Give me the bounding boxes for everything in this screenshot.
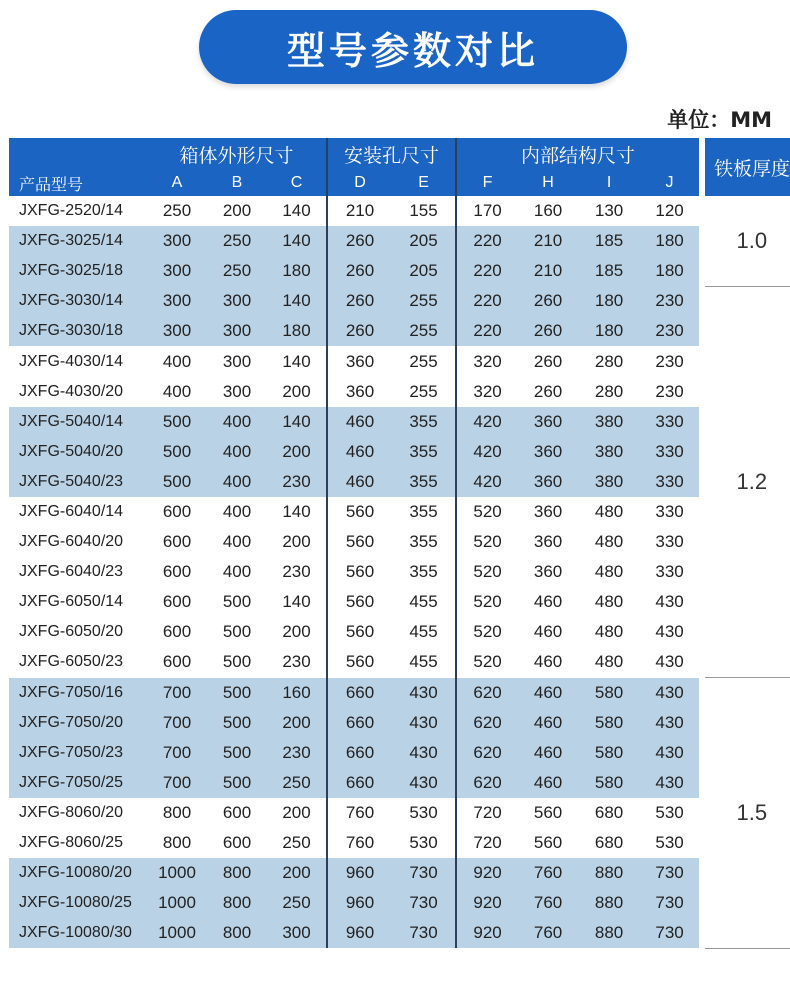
value-cell: 730 xyxy=(392,918,456,948)
thickness-cell: 1.2 xyxy=(702,286,790,677)
model-cell: JXFG-5040/14 xyxy=(9,407,147,437)
table-row xyxy=(9,678,790,708)
value-cell: 730 xyxy=(392,858,456,888)
table-row xyxy=(9,497,790,527)
value-cell: 220 xyxy=(456,256,518,286)
model-cell: JXFG-6040/23 xyxy=(19,563,124,581)
value-cell: 520 xyxy=(473,592,502,612)
value-cell: 580 xyxy=(578,678,640,708)
value-cell: 700 xyxy=(147,768,207,798)
value-cell: 400 xyxy=(222,532,252,552)
value-cell: 460 xyxy=(327,437,392,467)
value-cell: 330 xyxy=(640,407,702,437)
value-cell: 760 xyxy=(518,858,578,888)
value-cell: 320 xyxy=(473,351,502,371)
value-cell: 760 xyxy=(345,833,375,853)
table-row xyxy=(9,346,790,376)
value-cell: 250 xyxy=(267,888,327,918)
model-cell: JXFG-7050/23 xyxy=(9,738,147,768)
value-cell: 720 xyxy=(473,802,502,822)
table-row xyxy=(9,918,790,948)
header-col: C xyxy=(267,170,327,196)
value-cell: 500 xyxy=(222,622,252,642)
value-cell: 430 xyxy=(392,708,456,738)
value-cell: 200 xyxy=(267,798,327,828)
value-cell: 430 xyxy=(655,652,684,672)
header-col: E xyxy=(392,170,456,196)
value-cell: 140 xyxy=(267,286,327,316)
model-cell: JXFG-2520/14 xyxy=(19,202,124,220)
value-cell: 355 xyxy=(392,497,456,527)
model-cell: JXFG-6050/20 xyxy=(19,623,124,641)
value-cell: 660 xyxy=(327,708,392,738)
model-cell: JXFG-10080/20 xyxy=(9,858,147,888)
value-cell: 140 xyxy=(267,196,327,226)
model-cell: JXFG-3030/14 xyxy=(9,286,147,316)
value-cell: 530 xyxy=(392,798,456,828)
value-cell: 960 xyxy=(327,888,392,918)
table-row xyxy=(9,286,790,316)
value-cell: 180 xyxy=(267,256,327,286)
value-cell: 230 xyxy=(640,286,702,316)
value-cell: 580 xyxy=(578,738,640,768)
value-cell: 205 xyxy=(392,256,456,286)
value-cell: 600 xyxy=(222,833,252,853)
value-cell: 255 xyxy=(392,316,456,346)
model-cell: JXFG-5040/23 xyxy=(9,467,147,497)
value-cell: 600 xyxy=(162,592,192,612)
value-cell: 280 xyxy=(594,351,624,371)
value-cell: 230 xyxy=(640,316,702,346)
value-cell: 360 xyxy=(533,562,563,582)
value-cell: 620 xyxy=(456,738,518,768)
value-cell: 300 xyxy=(207,316,267,346)
value-cell: 460 xyxy=(533,652,563,672)
value-cell: 380 xyxy=(578,437,640,467)
value-cell: 230 xyxy=(267,647,327,677)
value-cell: 380 xyxy=(578,407,640,437)
header-col: J xyxy=(640,170,702,196)
model-cell: JXFG-7050/20 xyxy=(9,708,147,738)
value-cell: 230 xyxy=(267,557,327,587)
value-cell: 1000 xyxy=(147,858,207,888)
value-cell: 400 xyxy=(162,381,192,401)
model-cell: JXFG-4030/20 xyxy=(19,382,124,400)
value-cell: 800 xyxy=(162,833,192,853)
value-cell: 800 xyxy=(207,858,267,888)
table-row xyxy=(9,647,790,677)
table-row xyxy=(9,587,790,617)
model-cell: JXFG-10080/25 xyxy=(9,888,147,918)
value-cell: 360 xyxy=(533,501,563,521)
value-cell: 300 xyxy=(147,256,207,286)
value-cell: 180 xyxy=(640,256,702,286)
value-cell: 720 xyxy=(473,833,502,853)
value-cell: 460 xyxy=(327,467,392,497)
table-row xyxy=(9,527,790,557)
value-cell: 260 xyxy=(327,316,392,346)
value-cell: 460 xyxy=(518,678,578,708)
model-cell: JXFG-6050/23 xyxy=(19,653,124,671)
value-cell: 500 xyxy=(207,708,267,738)
model-cell: JXFG-4030/14 xyxy=(19,352,124,370)
value-cell: 230 xyxy=(267,738,327,768)
model-cell: JXFG-8060/20 xyxy=(19,803,124,821)
value-cell: 200 xyxy=(267,617,327,647)
table-row xyxy=(9,256,790,286)
value-cell: 230 xyxy=(267,467,327,497)
value-cell: 250 xyxy=(162,201,192,221)
value-cell: 730 xyxy=(640,918,702,948)
value-cell: 260 xyxy=(327,256,392,286)
value-cell: 280 xyxy=(594,381,624,401)
value-cell: 300 xyxy=(147,316,207,346)
value-cell: 255 xyxy=(392,346,456,376)
value-cell: 360 xyxy=(345,381,375,401)
value-cell: 760 xyxy=(518,888,578,918)
table-row xyxy=(9,798,790,828)
value-cell: 380 xyxy=(578,467,640,497)
value-cell: 800 xyxy=(207,888,267,918)
value-cell: 140 xyxy=(267,497,327,527)
value-cell: 250 xyxy=(207,226,267,256)
header-col: B xyxy=(207,170,267,196)
value-cell: 180 xyxy=(640,226,702,256)
value-cell: 730 xyxy=(392,888,456,918)
model-cell: JXFG-7050/16 xyxy=(9,678,147,708)
model-cell: JXFG-6040/14 xyxy=(19,502,124,520)
value-cell: 480 xyxy=(594,622,624,642)
value-cell: 920 xyxy=(456,858,518,888)
value-cell: 920 xyxy=(456,888,518,918)
model-cell: JXFG-3030/18 xyxy=(9,316,147,346)
value-cell: 455 xyxy=(392,617,456,647)
value-cell: 300 xyxy=(147,286,207,316)
value-cell: 420 xyxy=(456,467,518,497)
value-cell: 330 xyxy=(655,562,684,582)
value-cell: 155 xyxy=(392,196,456,226)
value-cell: 200 xyxy=(267,527,327,557)
value-cell: 420 xyxy=(456,437,518,467)
table-row xyxy=(9,407,790,437)
value-cell: 210 xyxy=(518,256,578,286)
value-cell: 170 xyxy=(473,201,502,221)
value-cell: 560 xyxy=(345,652,375,672)
value-cell: 360 xyxy=(518,467,578,497)
value-cell: 180 xyxy=(578,316,640,346)
value-cell: 960 xyxy=(327,858,392,888)
value-cell: 400 xyxy=(162,351,192,371)
value-cell: 560 xyxy=(345,562,375,582)
model-cell: JXFG-3025/14 xyxy=(9,226,147,256)
value-cell: 430 xyxy=(392,768,456,798)
header-col: I xyxy=(578,170,640,196)
table-row xyxy=(9,557,790,587)
value-cell: 260 xyxy=(518,316,578,346)
value-cell: 420 xyxy=(456,407,518,437)
table-row xyxy=(9,467,790,497)
header-model: 产品型号 xyxy=(9,170,147,196)
value-cell: 500 xyxy=(207,768,267,798)
value-cell: 560 xyxy=(533,802,563,822)
value-cell: 880 xyxy=(578,888,640,918)
value-cell: 580 xyxy=(578,708,640,738)
thickness-cell: 1.5 xyxy=(702,678,790,949)
value-cell: 520 xyxy=(473,652,502,672)
value-cell: 760 xyxy=(518,918,578,948)
value-cell: 260 xyxy=(518,286,578,316)
value-cell: 355 xyxy=(392,467,456,497)
value-cell: 255 xyxy=(392,377,456,407)
table-row xyxy=(9,828,790,858)
value-cell: 500 xyxy=(222,652,252,672)
table-row xyxy=(9,617,790,647)
value-cell: 500 xyxy=(147,467,207,497)
value-cell: 300 xyxy=(207,286,267,316)
value-cell: 600 xyxy=(162,652,192,672)
value-cell: 185 xyxy=(578,256,640,286)
header-col: H xyxy=(518,170,578,196)
value-cell: 460 xyxy=(518,708,578,738)
value-cell: 660 xyxy=(327,738,392,768)
value-cell: 580 xyxy=(578,768,640,798)
value-cell: 250 xyxy=(267,768,327,798)
value-cell: 400 xyxy=(222,562,252,582)
header-col: A xyxy=(147,170,207,196)
value-cell: 1000 xyxy=(147,918,207,948)
header-group-inner: 内部结构尺寸 xyxy=(456,138,702,170)
value-cell: 360 xyxy=(533,532,563,552)
value-cell: 320 xyxy=(473,381,502,401)
value-cell: 880 xyxy=(578,918,640,948)
value-cell: 130 xyxy=(594,201,624,221)
value-cell: 250 xyxy=(207,256,267,286)
value-cell: 300 xyxy=(222,351,252,371)
value-cell: 180 xyxy=(267,316,327,346)
value-cell: 430 xyxy=(392,738,456,768)
value-cell: 480 xyxy=(594,592,624,612)
value-cell: 520 xyxy=(473,532,502,552)
value-cell: 620 xyxy=(456,768,518,798)
table-row xyxy=(9,226,790,256)
value-cell: 140 xyxy=(267,587,327,617)
value-cell: 620 xyxy=(456,708,518,738)
page-title: 型号参数对比 xyxy=(199,10,627,84)
value-cell: 660 xyxy=(327,768,392,798)
value-cell: 200 xyxy=(267,708,327,738)
value-cell: 140 xyxy=(267,226,327,256)
value-cell: 260 xyxy=(533,351,563,371)
value-cell: 700 xyxy=(147,708,207,738)
value-cell: 255 xyxy=(392,286,456,316)
value-cell: 600 xyxy=(162,532,192,552)
value-cell: 330 xyxy=(640,437,702,467)
value-cell: 250 xyxy=(267,828,327,858)
value-cell: 760 xyxy=(345,802,375,822)
value-cell: 200 xyxy=(267,377,327,407)
value-cell: 455 xyxy=(392,587,456,617)
value-cell: 530 xyxy=(655,802,684,822)
model-cell: JXFG-6040/20 xyxy=(19,533,124,551)
value-cell: 500 xyxy=(147,407,207,437)
value-cell: 500 xyxy=(207,678,267,708)
header-model-spacer xyxy=(9,138,147,170)
value-cell: 140 xyxy=(267,407,327,437)
value-cell: 230 xyxy=(655,381,684,401)
table-row xyxy=(9,858,790,888)
value-cell: 360 xyxy=(518,407,578,437)
table-row xyxy=(9,196,790,226)
value-cell: 500 xyxy=(147,437,207,467)
value-cell: 430 xyxy=(640,708,702,738)
value-cell: 185 xyxy=(578,226,640,256)
value-cell: 210 xyxy=(518,226,578,256)
value-cell: 400 xyxy=(222,501,252,521)
value-cell: 200 xyxy=(222,201,252,221)
value-cell: 430 xyxy=(640,678,702,708)
value-cell: 460 xyxy=(327,407,392,437)
table-row xyxy=(9,768,790,798)
header-col: F xyxy=(456,170,518,196)
header-group-outer: 箱体外形尺寸 xyxy=(147,138,327,170)
value-cell: 500 xyxy=(207,738,267,768)
value-cell: 480 xyxy=(594,501,624,521)
value-cell: 300 xyxy=(267,918,327,948)
value-cell: 500 xyxy=(222,592,252,612)
value-cell: 300 xyxy=(147,226,207,256)
value-cell: 220 xyxy=(456,226,518,256)
value-cell: 730 xyxy=(640,858,702,888)
value-cell: 680 xyxy=(594,833,624,853)
value-cell: 200 xyxy=(267,437,327,467)
value-cell: 200 xyxy=(267,858,327,888)
table-row xyxy=(9,708,790,738)
value-cell: 160 xyxy=(267,678,327,708)
table-row xyxy=(9,377,790,407)
unit-label: 单位：MM xyxy=(667,108,772,132)
value-cell: 260 xyxy=(327,286,392,316)
value-cell: 620 xyxy=(456,678,518,708)
value-cell: 560 xyxy=(345,592,375,612)
value-cell: 330 xyxy=(640,467,702,497)
value-cell: 120 xyxy=(655,201,684,221)
model-cell: JXFG-7050/25 xyxy=(9,768,147,798)
model-cell: JXFG-10080/30 xyxy=(9,918,147,948)
value-cell: 700 xyxy=(147,738,207,768)
value-cell: 220 xyxy=(456,316,518,346)
value-cell: 210 xyxy=(345,201,375,221)
value-cell: 430 xyxy=(655,592,684,612)
value-cell: 800 xyxy=(207,918,267,948)
model-cell: JXFG-3025/18 xyxy=(9,256,147,286)
model-cell: JXFG-6050/14 xyxy=(19,593,124,611)
header-thickness: 铁板厚度 xyxy=(702,138,790,196)
value-cell: 700 xyxy=(147,678,207,708)
value-cell: 230 xyxy=(655,351,684,371)
value-cell: 530 xyxy=(655,833,684,853)
value-cell: 1000 xyxy=(147,888,207,918)
value-cell: 560 xyxy=(345,501,375,521)
value-cell: 180 xyxy=(578,286,640,316)
table-body xyxy=(9,196,790,948)
value-cell: 960 xyxy=(327,918,392,948)
value-cell: 300 xyxy=(222,381,252,401)
value-cell: 430 xyxy=(392,678,456,708)
value-cell: 460 xyxy=(518,738,578,768)
spec-table xyxy=(9,138,790,949)
value-cell: 460 xyxy=(518,768,578,798)
value-cell: 560 xyxy=(345,532,375,552)
value-cell: 460 xyxy=(533,622,563,642)
value-cell: 430 xyxy=(640,768,702,798)
value-cell: 355 xyxy=(392,437,456,467)
value-cell: 400 xyxy=(207,407,267,437)
value-cell: 460 xyxy=(533,592,563,612)
model-cell: JXFG-8060/25 xyxy=(19,834,124,852)
value-cell: 355 xyxy=(392,557,456,587)
value-cell: 205 xyxy=(392,226,456,256)
model-cell: JXFG-5040/20 xyxy=(9,437,147,467)
value-cell: 260 xyxy=(533,381,563,401)
value-cell: 520 xyxy=(473,501,502,521)
table-row xyxy=(9,437,790,467)
value-cell: 600 xyxy=(162,562,192,582)
header-group-mount: 安装孔尺寸 xyxy=(327,138,456,170)
value-cell: 530 xyxy=(392,828,456,858)
value-cell: 480 xyxy=(594,562,624,582)
table-row xyxy=(9,738,790,768)
table-row xyxy=(9,316,790,346)
value-cell: 520 xyxy=(473,562,502,582)
thickness-cell: 1.0 xyxy=(702,196,790,286)
value-cell: 140 xyxy=(267,346,327,376)
value-cell: 355 xyxy=(392,527,456,557)
value-cell: 330 xyxy=(655,532,684,552)
value-cell: 600 xyxy=(162,622,192,642)
value-cell: 600 xyxy=(222,802,252,822)
value-cell: 480 xyxy=(594,652,624,672)
value-cell: 360 xyxy=(518,437,578,467)
value-cell: 400 xyxy=(207,437,267,467)
value-cell: 520 xyxy=(473,622,502,642)
value-cell: 920 xyxy=(456,918,518,948)
value-cell: 800 xyxy=(162,802,192,822)
value-cell: 220 xyxy=(456,286,518,316)
value-cell: 560 xyxy=(533,833,563,853)
value-cell: 600 xyxy=(162,501,192,521)
table-row xyxy=(9,888,790,918)
value-cell: 360 xyxy=(345,351,375,371)
value-cell: 730 xyxy=(640,888,702,918)
value-cell: 400 xyxy=(207,467,267,497)
value-cell: 680 xyxy=(594,802,624,822)
header-col: D xyxy=(327,170,392,196)
value-cell: 660 xyxy=(327,678,392,708)
value-cell: 430 xyxy=(640,738,702,768)
value-cell: 560 xyxy=(345,622,375,642)
value-cell: 160 xyxy=(533,201,563,221)
value-cell: 880 xyxy=(578,858,640,888)
value-cell: 355 xyxy=(392,407,456,437)
value-cell: 330 xyxy=(655,501,684,521)
value-cell: 455 xyxy=(392,647,456,677)
value-cell: 430 xyxy=(655,622,684,642)
value-cell: 260 xyxy=(327,226,392,256)
value-cell: 480 xyxy=(594,532,624,552)
